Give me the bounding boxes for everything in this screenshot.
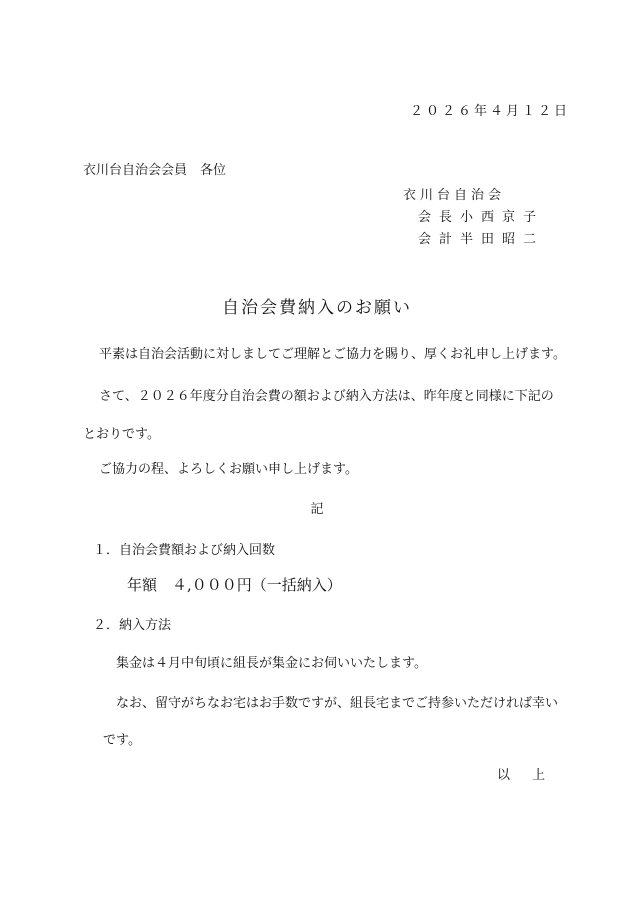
closing-mark: 以上 bbox=[497, 768, 568, 783]
fee-amount: 年額 ４,０００円（一括納入） bbox=[127, 576, 342, 594]
body-paragraph-2-line-2: とおりです。 bbox=[83, 427, 160, 442]
body-paragraph-2-line-1: さて、２０２６年度分自治会費の額および納入方法は、昨年度と同様に下記の bbox=[99, 389, 554, 404]
section-1-heading: １．自治会費額および納入回数 bbox=[93, 543, 276, 558]
body-paragraph-1: 平素は自治会活動に対しましてご理解とご協力を賜り、厚くお礼申し上げます。 bbox=[99, 347, 566, 362]
body-paragraph-3: ご協力の程、よろしくお願い申し上げます。 bbox=[99, 462, 358, 477]
ki-heading: 記 bbox=[310, 502, 324, 517]
sender-organization: 衣川台自治会 bbox=[403, 188, 506, 203]
payment-method-line-2: なお、留守がちなお宅はお手数ですが、組長宅までご持参いただければ幸い bbox=[116, 696, 559, 711]
payment-method-line-1: 集金は４月中旬頃に組長が集金にお伺いいたします。 bbox=[116, 656, 427, 671]
document-title: 自治会費納入のお願い bbox=[222, 298, 412, 318]
sender-president: 会長小西京子 bbox=[418, 210, 545, 225]
sender-treasurer: 会計半田昭二 bbox=[418, 232, 545, 247]
addressee: 衣川台自治会会員 各位 bbox=[83, 163, 227, 178]
section-2-heading: ２．納入方法 bbox=[93, 618, 172, 633]
document-date: ２０２６年４月１２日 bbox=[410, 104, 571, 119]
payment-method-line-3: です。 bbox=[103, 733, 141, 748]
